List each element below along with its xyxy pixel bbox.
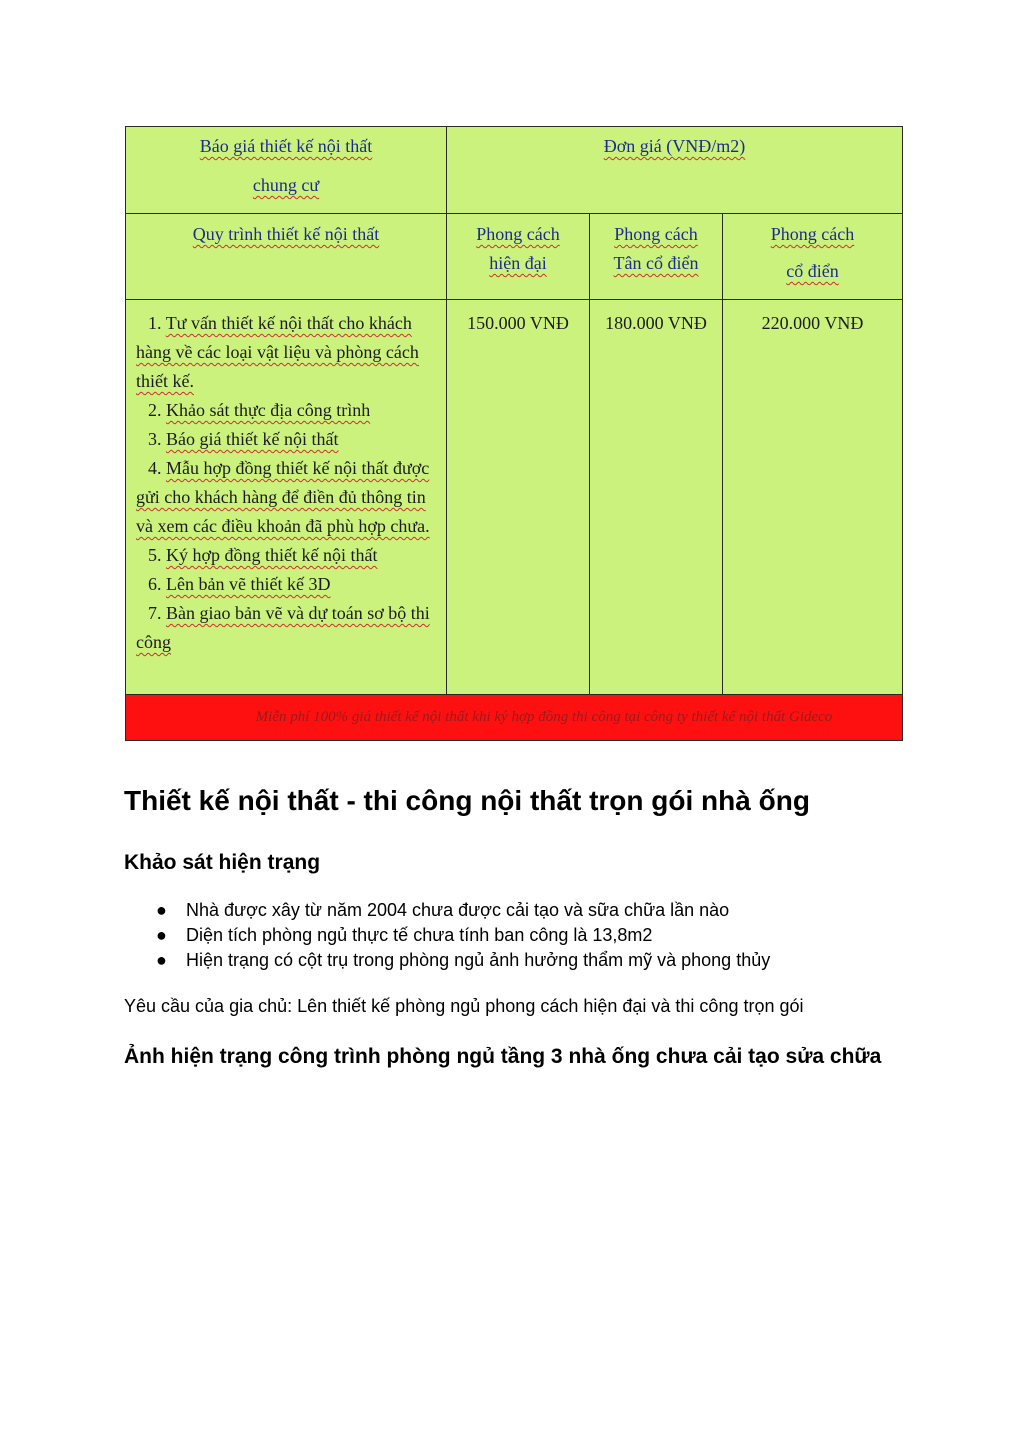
- process-steps-cell: [126, 300, 447, 695]
- style-header-row: [126, 214, 903, 300]
- price-modern: 150.000 VNĐ: [447, 300, 590, 695]
- style-neoclassic-line-1: Phong cách: [614, 224, 698, 244]
- process-step-text: Mẫu hợp đồng thiết kế nội thất được gửi cho khách hàng để điền đủ thông tin và xem các điều khoản đã phù hợp chưa.: [136, 458, 430, 536]
- unit-price-header: Đơn giá (VNĐ/m2): [603, 136, 746, 156]
- bullet-icon: ●: [156, 950, 167, 970]
- style-classic-line-1: Phong cách: [770, 224, 855, 244]
- process-step: 1. Tư vấn thiết kế nội thất cho khách hàng về các loại vật liệu và phòng cách thiết kế.: [136, 313, 419, 391]
- process-step-text: Báo giá thiết kế nội thất: [166, 429, 339, 449]
- style-neoclassic-line-2: Tân cổ điển: [613, 253, 699, 273]
- process-step-text: Khảo sát thực địa công trình: [166, 400, 371, 420]
- free-design-note: Miễn phí 100% giá thiết kế nội thất khi ký hợp đồng thi công tại công ty thiết kế nội thất Gideco: [126, 695, 903, 741]
- style-modern-cell: [447, 214, 590, 300]
- process-step-text: Ký hợp đồng thiết kế nội thất: [166, 545, 378, 565]
- style-modern-line-1: Phong cách: [476, 224, 560, 244]
- quote-title-cell: [126, 127, 447, 214]
- process-step: 7. Bàn giao bản vẽ và dự toán sơ bộ thi công: [136, 603, 430, 652]
- style-modern-line-2: hiện đại: [489, 253, 547, 273]
- free-design-row: [126, 695, 903, 741]
- style-classic-cell: [723, 214, 903, 300]
- process-row: [126, 300, 903, 695]
- table-header-row: [126, 127, 903, 214]
- list-item: [124, 898, 770, 923]
- process-step: 5. Ký hợp đồng thiết kế nội thất: [148, 545, 378, 565]
- list-item: [124, 948, 770, 973]
- list-item-text: Hiện trạng có cột trụ trong phòng ngủ ảnh hưởng thẩm mỹ và phong thủy: [186, 950, 771, 970]
- bullet-icon: ●: [156, 925, 167, 945]
- survey-bullet-list: [124, 898, 770, 973]
- list-item-text: Diện tích phòng ngủ thực tế chưa tính ban công là 13,8m2: [186, 925, 653, 945]
- process-step: 2. Khảo sát thực địa công trình: [148, 400, 371, 420]
- survey-heading: Khảo sát hiện trạng: [124, 851, 321, 874]
- price-classic: 220.000 VNĐ: [723, 300, 903, 695]
- list-item: [124, 923, 770, 948]
- process-step-text: Lên bản vẽ thiết kế 3D: [166, 574, 331, 594]
- design-price-table: [125, 126, 903, 741]
- section-title: Thiết kế nội thất - thi công nội thất trọn gói nhà ống: [124, 785, 810, 816]
- quote-title-line-1: Báo giá thiết kế nội thất: [199, 136, 373, 156]
- process-header: Quy trình thiết kế nội thất: [192, 224, 380, 244]
- process-step: 6. Lên bản vẽ thiết kế 3D: [148, 574, 331, 594]
- quote-title-line-2: chung cư: [252, 175, 320, 195]
- photo-heading: Ảnh hiện trạng công trình phòng ngủ tầng 3 nhà ống chưa cải tạo sửa chữa: [124, 1045, 882, 1068]
- price-neoclassic: 180.000 VNĐ: [590, 300, 723, 695]
- style-classic-line-2: cổ điển: [786, 261, 839, 281]
- unit-price-header-cell: [447, 127, 903, 214]
- process-step-text: Bàn giao bản vẽ và dự toán sơ bộ thi công: [136, 603, 430, 652]
- list-item-text: Nhà được xây từ năm 2004 chưa được cải tạo và sữa chữa lần nào: [186, 900, 730, 920]
- process-header-cell: [126, 214, 447, 300]
- process-step: 4. Mẫu hợp đồng thiết kế nội thất được gửi cho khách hàng để điền đủ thông tin và xem các điều khoản đã phù hợp chưa.: [136, 458, 430, 536]
- process-step: 3. Báo giá thiết kế nội thất: [148, 429, 339, 449]
- bullet-icon: ●: [156, 900, 167, 920]
- style-neoclassic-cell: [590, 214, 723, 300]
- process-step-text: Tư vấn thiết kế nội thất cho khách hàng về các loại vật liệu và phòng cách thiết kế.: [136, 313, 419, 391]
- owner-request: Yêu cầu của gia chủ: Lên thiết kế phòng ngủ phong cách hiện đại và thi công trọn gói: [124, 996, 804, 1016]
